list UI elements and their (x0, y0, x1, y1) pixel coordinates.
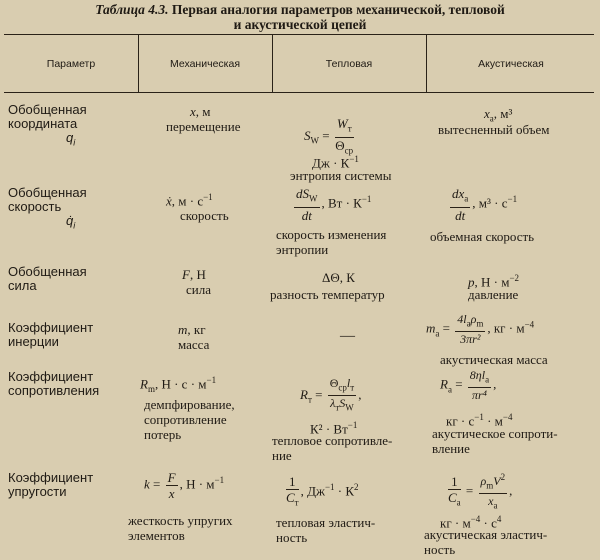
row-inertia-thermal: — (340, 328, 355, 344)
row-velocity-mechanical: ẋ, $м \cdot с^{-1}$ скорость (166, 192, 229, 224)
row-coordinate-acoustic-desc: вытесненный объем (438, 122, 550, 137)
row-coordinate-thermal: $S_W$ = $\frac{W_т}{\Theta_{ср}}$ (304, 116, 354, 156)
header-top-rule (4, 34, 594, 35)
row-resistance-mechanical: $R_m$, $Н \cdot с \cdot м^{-1}$ демпфирование, сопротивление потерь (140, 375, 235, 442)
caption-title-line2: и акустической цепей (233, 17, 367, 32)
row-force-acoustic-desc: давление (468, 287, 519, 302)
row-inertia-acoustic-desc: акустическая масса (440, 352, 548, 367)
row-elasticity-param: Коэффициент упругости (8, 470, 94, 499)
table-caption (0, 2, 600, 32)
caption-label: Таблица 4.3. (95, 2, 169, 17)
header-mechanical: Механическая (169, 58, 241, 70)
row-elasticity-acoustic-desc: акустическая эластич- ность (424, 527, 548, 557)
header-bottom-rule (4, 92, 594, 93)
row-velocity-param: Обобщенная скорость $q̇_i$ (8, 185, 87, 231)
row-resistance-acoustic-desc: акустическое сопроти- вление (432, 426, 558, 456)
row-resistance-thermal-unit: $К^2 \cdot Вт^{-1}$ (310, 420, 358, 437)
row-inertia-param: Коэффициент инерции (8, 320, 94, 349)
row-inertia-acoustic: $m_a$ = $\frac{4l_a\rho_m}{\text{3πr²}}$ , кг · $м^{-4}$ (426, 312, 535, 347)
row-resistance-acoustic: $R_a$ = $\frac{8\eta l_a}{\text{πr⁴}}$ , (440, 368, 497, 403)
row-elasticity-mechanical: k = $\frac{F}{x}$ , $Н \cdot м^{-1}$ (144, 470, 225, 501)
row-coordinate-param: Обобщенная координата $q_i$ (8, 102, 87, 148)
header-acoustic: Акустическая (478, 58, 544, 70)
row-elasticity-mechanical-desc: жесткость упругих элементов (128, 513, 233, 543)
row-coordinate-mechanical: x, м перемещение (166, 104, 241, 134)
row-elasticity-acoustic-unit: кг · $м^{-4} \cdot с^4$ (440, 514, 502, 531)
header-param: Параметр (46, 58, 96, 70)
row-force-mechanical: F, Н сила (182, 267, 211, 297)
row-resistance-acoustic-unit: кг · $с^{-1} \cdot м^{-4}$ (446, 412, 513, 429)
row-resistance-thermal-desc: тепловое сопротивле- ние (272, 433, 393, 463)
row-velocity-thermal-desc: скорость изменения энтропии (276, 227, 387, 257)
row-resistance-thermal: $R_т$ = $\frac{\Theta_{ср}l_т}{\lambda_тS_W}$ , (300, 376, 362, 413)
row-force-param: Обобщенная сила (8, 264, 87, 293)
row-inertia-mechanical: m, кг масса (178, 322, 210, 352)
row-force-thermal-desc: разность температур (270, 287, 385, 302)
row-elasticity-acoustic: $\frac{1}{C_a}$ = $\frac{\rho_mV^2}{x_a}$ , (448, 472, 513, 511)
row-resistance-param: Коэффициент сопротивления (8, 369, 100, 398)
row-velocity-acoustic-desc: объемная скорость (430, 229, 535, 244)
row-elasticity-thermal: $\frac{1}{C_т}$ , $Дж^{-1} \cdot К^2$ (286, 474, 359, 508)
row-force-thermal: ΔΘ, К (322, 270, 355, 285)
header-thermal: Тепловая (325, 58, 373, 70)
row-elasticity-thermal-desc: тепловая эластич- ность (276, 515, 376, 545)
row-coordinate-thermal-unit: Дж · $К^{-1}$ (312, 154, 359, 171)
row-coordinate-acoustic: $x_a$, м³ (484, 106, 513, 124)
row-velocity-acoustic: $\frac{dx_a}{dt}$ , $м^3 \cdot с^{-1}$ (452, 186, 518, 223)
row-coordinate-thermal-desc: энтропия системы (290, 168, 392, 183)
row-velocity-thermal: $\frac{dS_W}{dt}$ , Вт · $К^{-1}$ (296, 186, 372, 223)
row-force-acoustic: p, $Н \cdot м^{-2}$ (468, 273, 520, 290)
caption-title-line1: Первая аналогия параметров механической, тепловой (171, 2, 505, 17)
